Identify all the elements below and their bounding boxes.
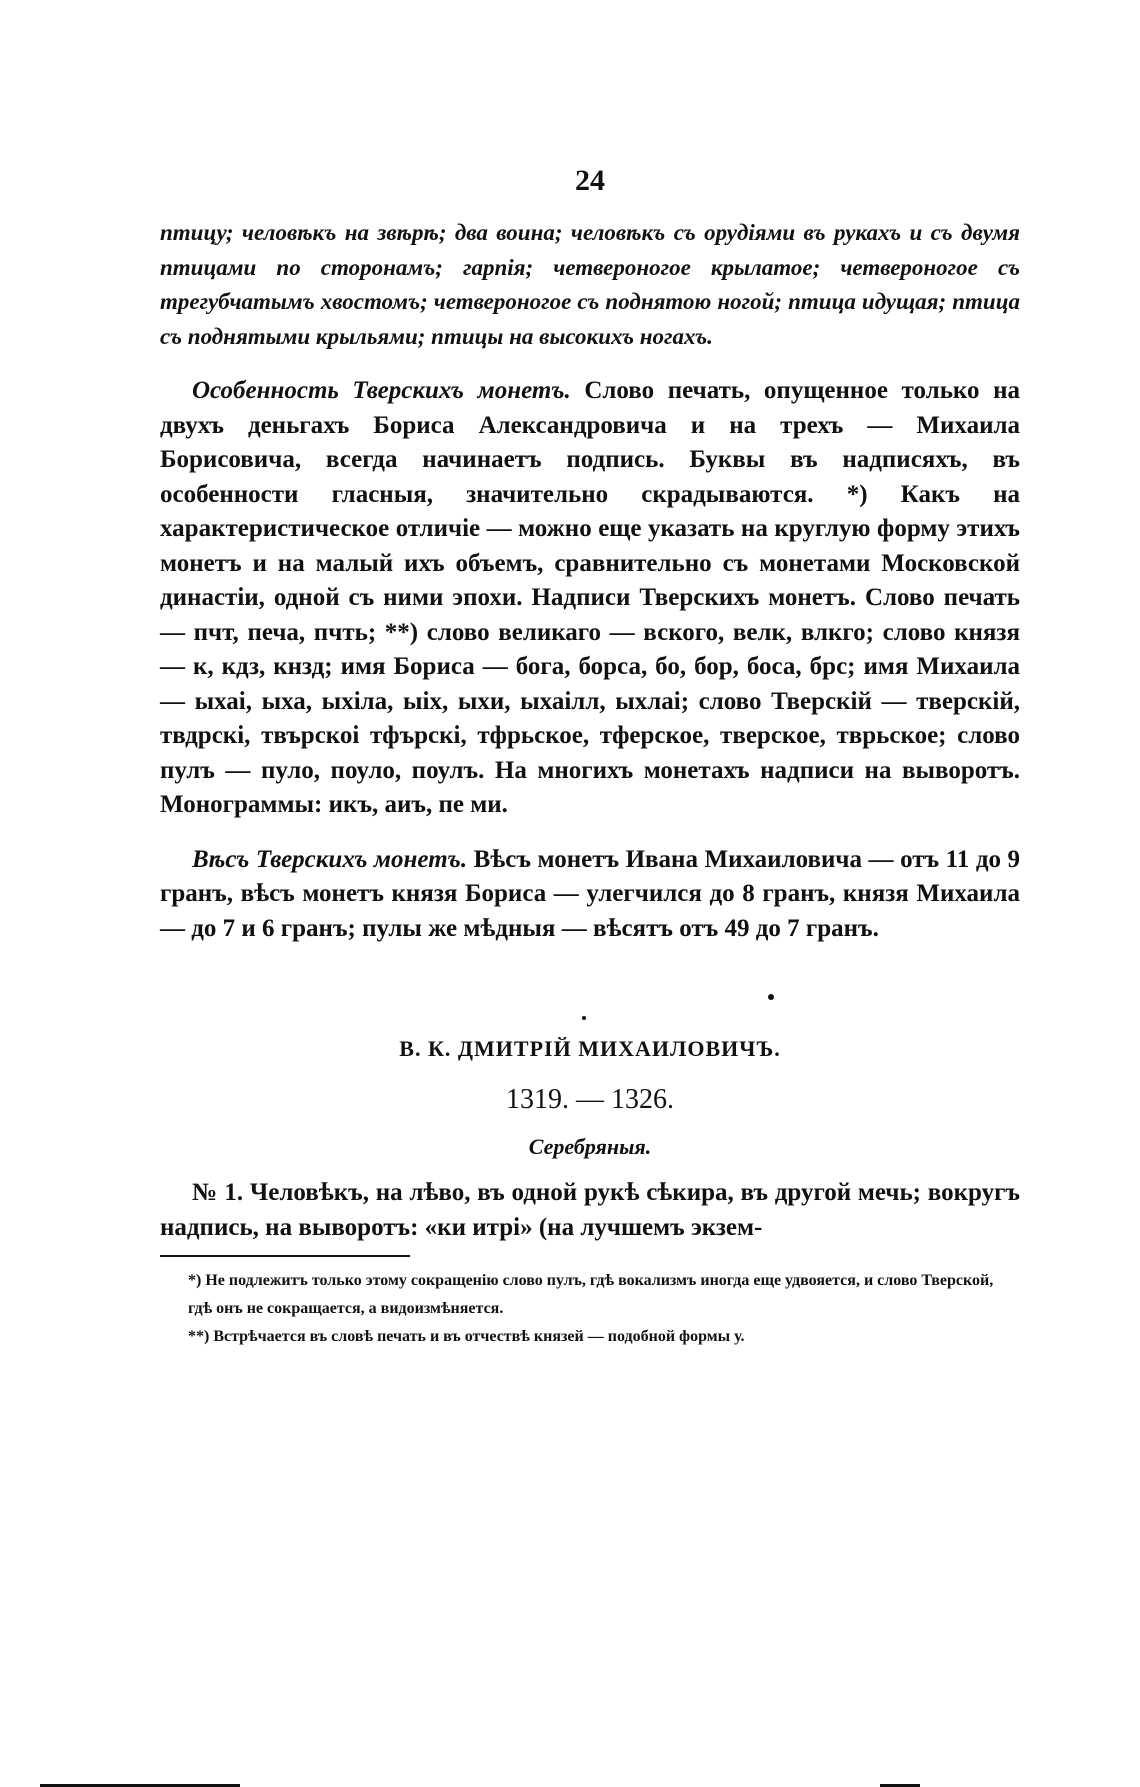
footnote (160, 1323, 1020, 1351)
paragraph-lead: Вѣсъ Тверскихъ монетъ. (192, 845, 468, 873)
page-body (160, 150, 1020, 1351)
footnote-divider (160, 1255, 410, 1257)
section-years: 1319. — 1326. (506, 1084, 674, 1115)
footnote-text: *) Не подлежитъ только этому сокращенію слово пулъ, гдѣ вокализмъ иногда еще удвояется, и слово Тверской, гдѣ онъ не сокращается, а видоизмѣняется. (188, 1272, 994, 1317)
page-number: 24 (575, 164, 605, 197)
paragraph-text: Вѣсъ монетъ Ивана Михаиловича — отъ 11 до 9 гранъ, вѣсъ монетъ князя Бориса — улегчился до 8 гранъ, князя Михаила — до 7 и 6 гранъ; пулы же мѣдныя — вѣсятъ отъ 49 до 7 гранъ. (160, 845, 1021, 942)
paragraph-tver-features (160, 374, 1020, 823)
section-subheading: Серебряныя. (528, 1134, 652, 1159)
separator-dot (768, 994, 774, 1000)
paragraph-text: Слово печать, опущенное только на двухъ деньгахъ Бориса Александровича и на трехъ — Михаила Борисовича, всегда начинаетъ подпись. Буквы въ надписяхъ, въ особенности гласныя, значительно скрадываются. *) Какъ на характеристическое отличіе — можно еще указать на круглую форму этихъ монетъ и на малый ихъ объемъ, сравнительно съ монетами Московской династіи, одной съ ними эпохи. Надписи Тверскихъ монетъ. Слово печать — пчт, печа, пчть; **) слово великаго — вского, велк, влкго; слово князя — к, кдз, кнзд; имя Бориса — бога, борса, бо, бор, боса, брс; имя Михаила — ыхаі, ыха, ыхіла, ыіх, ыхи, ыхаілл, ыхлаі; слово Тверскій — тверскій, твдрскі, твърскоі тфърскі, тфрьское, тферское, тверское, тврьское; слово пулъ — пуло, поуло, поулъ. На многихъ монетахъ надписи на выворотъ. Монограммы: икъ, аиъ, пе ми. (160, 377, 1020, 818)
section-separator (160, 946, 1020, 1036)
catalog-item: № 1. Человѣкъ, на лѣво, въ одной рукѣ сѣкира, въ другой мечь; вокругъ надпись, на выворотъ: «ки итрі» (на лучшемъ экзем- (160, 1179, 1020, 1241)
footnote (160, 1267, 1020, 1323)
section-heading: В. К. ДМИТРІЙ МИХАИЛОВИЧЪ. (399, 1036, 781, 1061)
paragraph-tver-weight (160, 843, 1020, 947)
footnote-text: **) Встрѣчается въ словѣ печать и въ отчествѣ князей — подобной формы у. (188, 1328, 745, 1345)
paragraph-coin-types: птицу; человѣкъ на звѣрѣ; два воина; человѣкъ съ орудіями въ рукахъ и съ двумя птицами по сторонамъ; гарпія; четвероногое крылатое; четвероногое съ трегубчатымъ хвостомъ; четвероногое съ поднятою ногой; птица идущая; птица съ поднятыми крыльями; птицы на высокихъ ногахъ. (160, 220, 1020, 349)
paragraph-lead: Особенность Тверскихъ монетъ. (192, 377, 571, 404)
separator-dot (582, 1016, 586, 1020)
